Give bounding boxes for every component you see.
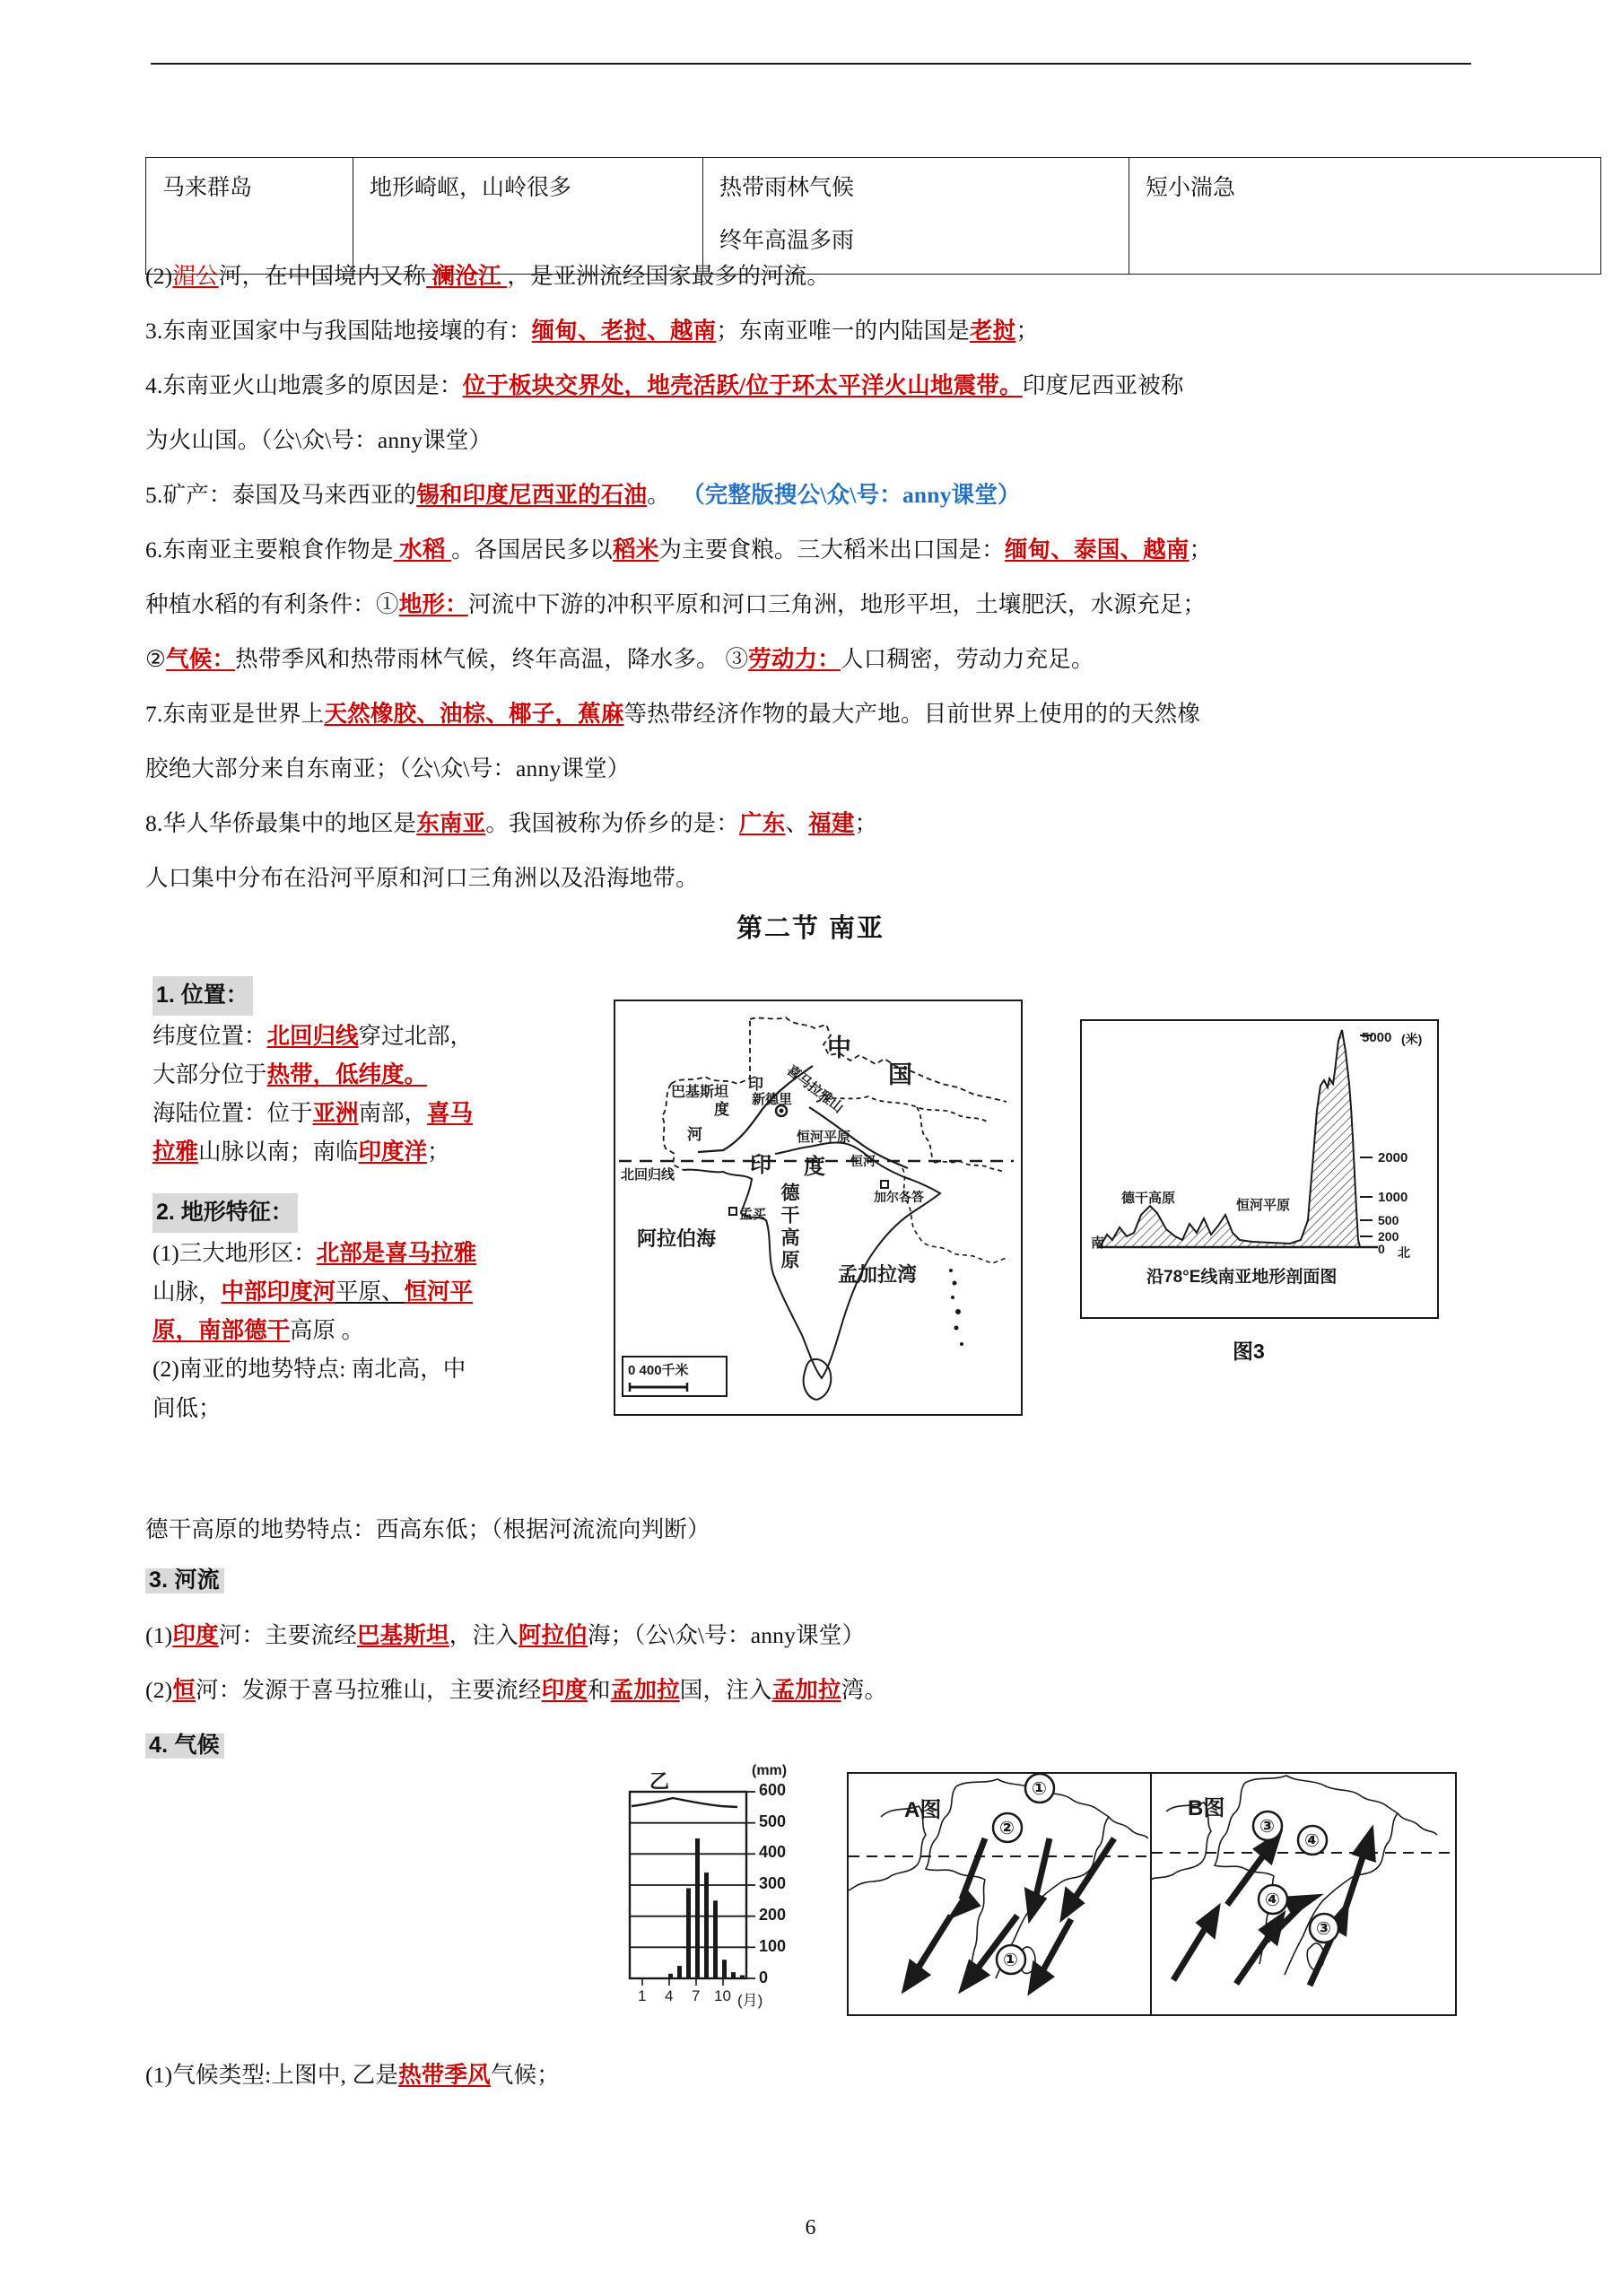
monsoon-a-marker-2: ② bbox=[999, 1819, 1015, 1838]
climate-chart-ylabel: (mm) bbox=[752, 1763, 788, 1778]
map-label-tropic-of-cancer: 北回归线 bbox=[621, 1167, 675, 1183]
position-line-4 bbox=[153, 1133, 606, 1170]
notes-position-block bbox=[153, 976, 606, 1173]
p6-text-4: ； bbox=[1189, 537, 1213, 563]
riv-l2-r1: 恒 bbox=[172, 1677, 196, 1703]
climate-chart-svg bbox=[610, 1772, 841, 2021]
p6-text-2: 。各国居民多以 bbox=[451, 537, 614, 563]
profile-figure-label: 图3 bbox=[1233, 1340, 1265, 1363]
table-cell-terrain: 地形崎岖，山岭很多 bbox=[353, 158, 703, 275]
climate-xtick-1: 1 bbox=[638, 1987, 647, 2004]
p6-l2-red-1: 地形： bbox=[398, 591, 468, 617]
p3-text-3: ； bbox=[1015, 318, 1040, 344]
p6-num: 6. bbox=[145, 537, 163, 563]
pos-l1-t2: 穿过北部， bbox=[358, 1022, 474, 1049]
climate-chart-figure bbox=[610, 1763, 843, 2023]
monsoon-map-a-figure bbox=[847, 1772, 1154, 2016]
climate-ytick-0: 0 bbox=[759, 1969, 769, 1986]
heading-4-climate: 4. 气候 bbox=[145, 1733, 224, 1759]
profile-ytick-1000: 1000 bbox=[1378, 1190, 1408, 1205]
climate-xtick-4: 4 bbox=[665, 1987, 674, 2004]
riv-l1-t2: 河：主要流经 bbox=[218, 1622, 357, 1648]
page-number: 6 bbox=[805, 2216, 816, 2239]
profile-ytick-2000: 2000 bbox=[1378, 1150, 1408, 1165]
ter-l3-r1: 原，南部德干 bbox=[153, 1317, 291, 1344]
climate-line-1: 热带雨林气候 bbox=[719, 176, 855, 200]
p6-l3-text-1: 热带季风和热带雨林气候，终年高温，降水多。 bbox=[235, 646, 719, 672]
paragraph-7 bbox=[145, 703, 1200, 726]
ter-l2-r2: 恒河平 bbox=[404, 1278, 474, 1305]
paragraph-4-line2: 为火山国。（公\众\号：anny课堂） bbox=[145, 427, 492, 453]
south-asia-map-svg bbox=[615, 1001, 1017, 1410]
clim-t1: (1)气候类型:上图中, 乙是 bbox=[145, 2062, 399, 2088]
riv-l1-t1: (1) bbox=[145, 1622, 173, 1648]
map-label-himalaya: 喜马拉雅山 bbox=[783, 1062, 847, 1116]
monsoon-a-marker-1: ① bbox=[1032, 1779, 1047, 1799]
p6-text-1: 东南亚主要粮食作物是 bbox=[162, 537, 394, 563]
riv-l2-r3: 孟加拉 bbox=[610, 1677, 680, 1703]
p3-text-2: ；东南亚唯一的内陆国是 bbox=[716, 318, 971, 344]
paragraph-2 bbox=[145, 265, 830, 288]
terrain-line-3 bbox=[153, 1312, 606, 1349]
position-line-1 bbox=[153, 1017, 606, 1054]
profile-ytick-5000: 5000 bbox=[1362, 1030, 1392, 1045]
monsoon-b-marker-4: ③ bbox=[1316, 1919, 1331, 1939]
climate-ytick-600: 600 bbox=[759, 1781, 787, 1799]
ter-l2-t2: 平原、 bbox=[336, 1278, 405, 1305]
p2-text-1: 河，在中国境内又称 bbox=[218, 263, 427, 289]
p6-red-2: 稻米 bbox=[613, 537, 659, 563]
p6-l2-text-2: 河流中下游的冲积平原和河口三角洲，地形平坦，土壤肥沃，水源充足； bbox=[467, 591, 1207, 617]
riv-l1-t3: ，注入 bbox=[449, 1622, 519, 1648]
south-asia-map-figure bbox=[614, 1000, 1023, 1416]
p3-red-1: 缅甸、老挝、越南 bbox=[531, 318, 717, 344]
p6-text-3: 为主要食粮。三大稻米出口国是： bbox=[658, 537, 1005, 563]
table-row bbox=[146, 158, 1601, 275]
p7-text-2: 等热带经济作物的最大产地。目前世界上使用的的天然橡 bbox=[623, 701, 1201, 727]
monsoon-a-marker-3: ① bbox=[1003, 1951, 1018, 1970]
p2-red-1: 湄公 bbox=[172, 263, 219, 289]
p4-text-1: 东南亚火山地震多的原因是： bbox=[162, 372, 463, 398]
clim-t2: 气候； bbox=[490, 2062, 560, 2088]
p2-prefix: (2) bbox=[145, 263, 173, 289]
paragraph-4 bbox=[145, 374, 1184, 397]
ter-l2-r1: 中部印度河 bbox=[221, 1278, 336, 1305]
ter-l1-r1: 北部是喜马拉雅 bbox=[316, 1239, 477, 1266]
profile-label-ganges-plain: 恒河平原 bbox=[1236, 1198, 1291, 1213]
rivers-line-2 bbox=[145, 1679, 887, 1702]
map-label-kolkata: 加尔各答 bbox=[874, 1190, 924, 1204]
map-label-indus-1: 印 bbox=[748, 1076, 763, 1093]
p4-num: 4. bbox=[145, 372, 163, 398]
p5-red-1: 锡和印度尼西亚的石油 bbox=[416, 482, 648, 508]
heading-2-terrain: 2. 地形特征： bbox=[153, 1193, 298, 1233]
ter-l2-t1: 山脉， bbox=[153, 1278, 222, 1305]
profile-north-label: 北 bbox=[1398, 1245, 1410, 1260]
paragraph-6 bbox=[145, 538, 1212, 562]
p5-text-2: 。 bbox=[647, 482, 670, 508]
terrain-line-6: 德干高原的地势特点：西高东低；（根据河流流向判断） bbox=[145, 1516, 710, 1542]
map-label-new-delhi: 新德里 bbox=[752, 1092, 793, 1107]
profile-caption: 沿78°E线南亚地形剖面图 bbox=[1146, 1268, 1338, 1287]
p5-text-1: 矿产：泰国及马来西亚的 bbox=[162, 482, 417, 508]
map-label-deccan-plateau: 德干高原 bbox=[779, 1183, 799, 1272]
riv-l1-t4: 海；（公\众\号：anny课堂） bbox=[587, 1622, 866, 1648]
monsoon-a-svg bbox=[849, 1774, 1148, 2011]
monsoon-b-marker-3: ④ bbox=[1265, 1890, 1280, 1910]
paragraph-6-line3 bbox=[145, 648, 1094, 671]
map-label-bay-of-bengal: 孟加拉湾 bbox=[838, 1263, 918, 1286]
p6-l2-text-1: 种植水稻的有利条件：① bbox=[145, 591, 399, 617]
climate-line-2: 终年高温多雨 bbox=[719, 228, 855, 253]
p8-text-1: 华人华侨最集中的地区是 bbox=[162, 810, 417, 836]
p6-l3-text-2: 人口稠密，劳动力充足。 bbox=[840, 646, 1094, 672]
p6-l3-red-1: 气候： bbox=[166, 646, 236, 672]
map-label-pakistan: 巴基斯坦 bbox=[671, 1085, 729, 1100]
climate-chart-title: 乙 bbox=[649, 1770, 670, 1793]
notes-terrain-block bbox=[153, 1193, 606, 1428]
map-label-mumbai: 孟买 bbox=[739, 1207, 767, 1222]
pos-l3-r2: 喜马 bbox=[427, 1100, 474, 1127]
heading-1-position: 1. 位置： bbox=[153, 976, 253, 1016]
heading-3-rivers: 3. 河流 bbox=[145, 1568, 224, 1593]
p8-text-3: 、 bbox=[785, 810, 809, 836]
map-label-arabian-sea: 阿拉伯海 bbox=[637, 1227, 717, 1250]
riv-l2-t4: 国，注入 bbox=[679, 1677, 772, 1703]
climate-xtick-10: 10 bbox=[714, 1987, 731, 2004]
riv-l2-r4: 孟加拉 bbox=[771, 1677, 841, 1703]
pos-l4-t1: 山脉以南；南临 bbox=[198, 1139, 359, 1165]
p6-l3-circle-1: ② bbox=[145, 646, 167, 672]
map-label-china-2: 国 bbox=[888, 1061, 912, 1088]
terrain-line-4: (2)南亚的地势特点: 南北高，中 bbox=[153, 1356, 466, 1383]
p8-text-2: 。我国被称为侨乡的是： bbox=[485, 810, 740, 836]
riv-l1-r1: 印度 bbox=[172, 1622, 219, 1648]
heading-terrain-wrap bbox=[153, 1193, 606, 1233]
paragraph-8 bbox=[145, 812, 877, 835]
p8-red-3: 福建 bbox=[808, 810, 855, 836]
riv-l2-t5: 湾。 bbox=[841, 1677, 888, 1703]
heading-3-rivers-wrap bbox=[145, 1568, 224, 1593]
riv-l2-r2: 印度 bbox=[541, 1677, 588, 1703]
p2-text-2: ，是亚洲流经国家最多的河流。 bbox=[507, 263, 831, 289]
terrain-line-5: 间低； bbox=[153, 1394, 222, 1421]
position-line-2 bbox=[153, 1056, 606, 1093]
p2-blank: 澜沧江 bbox=[426, 263, 508, 289]
climate-ytick-500: 500 bbox=[759, 1812, 787, 1830]
climate-ytick-300: 300 bbox=[759, 1874, 787, 1892]
ter-l3-t1: 高原 。 bbox=[290, 1317, 364, 1344]
profile-label-deccan: 德干高原 bbox=[1121, 1191, 1176, 1206]
table-cell-rivers: 短小湍急 bbox=[1129, 158, 1601, 275]
climate-xtick-7: 7 bbox=[692, 1987, 701, 2004]
pos-l1-t1: 纬度位置： bbox=[153, 1022, 267, 1049]
map-label-indus-3: 河 bbox=[687, 1126, 702, 1143]
map-label-india-2: 度 bbox=[804, 1155, 825, 1179]
p6-l3-red-2: 劳动力： bbox=[748, 646, 841, 672]
profile-ytick-500: 500 bbox=[1378, 1213, 1399, 1227]
p5-blue-note: （完整版搜公\众\号：anny课堂） bbox=[682, 482, 1021, 508]
monsoon-b-title: B图 bbox=[1188, 1796, 1225, 1820]
paragraph-8-line2: 人口集中分布在沿河平原和河口三角洲以及沿海地带。 bbox=[145, 865, 699, 891]
ter-l1-t1: (1)三大地形区： bbox=[153, 1239, 317, 1266]
map-label-ganges-plain: 恒河平原 bbox=[797, 1130, 851, 1145]
pos-l3-t2: 南部， bbox=[358, 1100, 428, 1127]
p4-red-1: 位于板块交界处，地壳活跃/位于环太平洋火山地震带。 bbox=[462, 372, 1023, 398]
p8-num: 8. bbox=[145, 810, 163, 836]
pos-l1-r1: 北回归线 bbox=[266, 1022, 359, 1049]
map-label-china-1: 中 bbox=[827, 1035, 851, 1061]
p3-text-1: 东南亚国家中与我国陆地接壤的有： bbox=[162, 318, 532, 344]
pos-l3-r1: 亚洲 bbox=[312, 1100, 359, 1127]
terrain-line-2 bbox=[153, 1273, 606, 1310]
profile-unit: (米) bbox=[1401, 1032, 1423, 1046]
riv-l2-t2: 河：发源于喜马拉雅山，主要流经 bbox=[196, 1677, 542, 1703]
monsoon-a-title: A图 bbox=[904, 1798, 942, 1822]
clim-r1: 热带季风 bbox=[398, 2062, 491, 2088]
climate-ytick-400: 400 bbox=[759, 1843, 787, 1861]
pos-l4-t2: ； bbox=[427, 1139, 450, 1165]
monsoon-b-marker-2: ④ bbox=[1304, 1831, 1320, 1851]
riv-l2-t3: 和 bbox=[587, 1677, 611, 1703]
p3-num: 3. bbox=[145, 318, 163, 344]
topographic-profile-figure bbox=[1080, 1019, 1439, 1319]
pos-l4-r2: 印度洋 bbox=[358, 1139, 428, 1165]
heading-position-wrap bbox=[153, 976, 606, 1016]
terrain-line-1 bbox=[153, 1235, 606, 1271]
section-title: 第二节 南亚 bbox=[736, 914, 885, 943]
profile-south-label: 南 bbox=[1091, 1235, 1105, 1251]
p7-red-1: 天然橡胶、油棕、椰子，蕉麻 bbox=[324, 701, 624, 727]
climate-ytick-200: 200 bbox=[759, 1906, 787, 1924]
climate-ytick-100: 100 bbox=[759, 1937, 787, 1955]
position-line-3 bbox=[153, 1095, 606, 1131]
pos-l2-r1: 热带，低纬度。 bbox=[266, 1061, 428, 1087]
p4-text-2: 印度尼西亚被称 bbox=[1022, 372, 1184, 398]
table-cell-region: 马来群岛 bbox=[146, 158, 353, 275]
p6-l3-circle-2: ③ bbox=[725, 646, 749, 672]
paragraph-7-line2: 胶绝大部分来自东南亚；（公\众\号：anny课堂） bbox=[145, 755, 631, 781]
riv-l1-r3: 阿拉伯 bbox=[518, 1622, 588, 1648]
p6-red-1: 水稻 bbox=[393, 537, 452, 563]
p6-red-3: 缅甸、泰国、越南 bbox=[1004, 537, 1190, 563]
profile-ytick-200: 200 bbox=[1378, 1229, 1399, 1244]
bottom-figures-row bbox=[0, 1763, 1621, 2032]
pos-l2-t1: 大部分位于 bbox=[153, 1061, 267, 1087]
rivers-line-1 bbox=[145, 1624, 865, 1647]
pos-l3-t1: 海陆位置：位于 bbox=[153, 1100, 313, 1127]
p7-text-1: 东南亚是世界上 bbox=[162, 701, 325, 727]
paragraph-5 bbox=[145, 484, 1021, 507]
p5-num: 5. bbox=[145, 482, 163, 508]
paragraph-3 bbox=[145, 319, 1039, 343]
riv-l2-t1: (2) bbox=[145, 1677, 173, 1703]
map-label-ganges: 恒河 bbox=[850, 1154, 876, 1168]
p8-red-1: 东南亚 bbox=[416, 810, 486, 836]
monsoon-b-marker-1: ③ bbox=[1259, 1817, 1275, 1837]
climate-type-line bbox=[145, 2064, 560, 2087]
paragraph-6-line2 bbox=[145, 593, 1206, 616]
p8-red-2: 广东 bbox=[739, 810, 786, 836]
riv-l1-r2: 巴基斯坦 bbox=[356, 1622, 449, 1648]
monsoon-map-b-figure bbox=[1150, 1772, 1457, 2016]
map-label-scale: 0 400千米 bbox=[628, 1363, 689, 1378]
p3-red-2: 老挝 bbox=[970, 318, 1016, 344]
map-label-india-1: 印 bbox=[750, 1153, 771, 1177]
p7-num: 7. bbox=[145, 701, 163, 727]
pos-l4-r1: 拉雅 bbox=[153, 1139, 199, 1165]
map-label-indus-2: 度 bbox=[714, 1101, 729, 1118]
heading-4-climate-wrap bbox=[145, 1733, 224, 1759]
geography-table bbox=[145, 157, 1601, 275]
header-rule bbox=[151, 63, 1471, 65]
table-cell-climate bbox=[703, 158, 1129, 275]
p8-text-4: ； bbox=[854, 810, 878, 836]
profile-ytick-0: 0 bbox=[1378, 1242, 1385, 1256]
climate-chart-xlabel: (月) bbox=[737, 1992, 763, 2009]
